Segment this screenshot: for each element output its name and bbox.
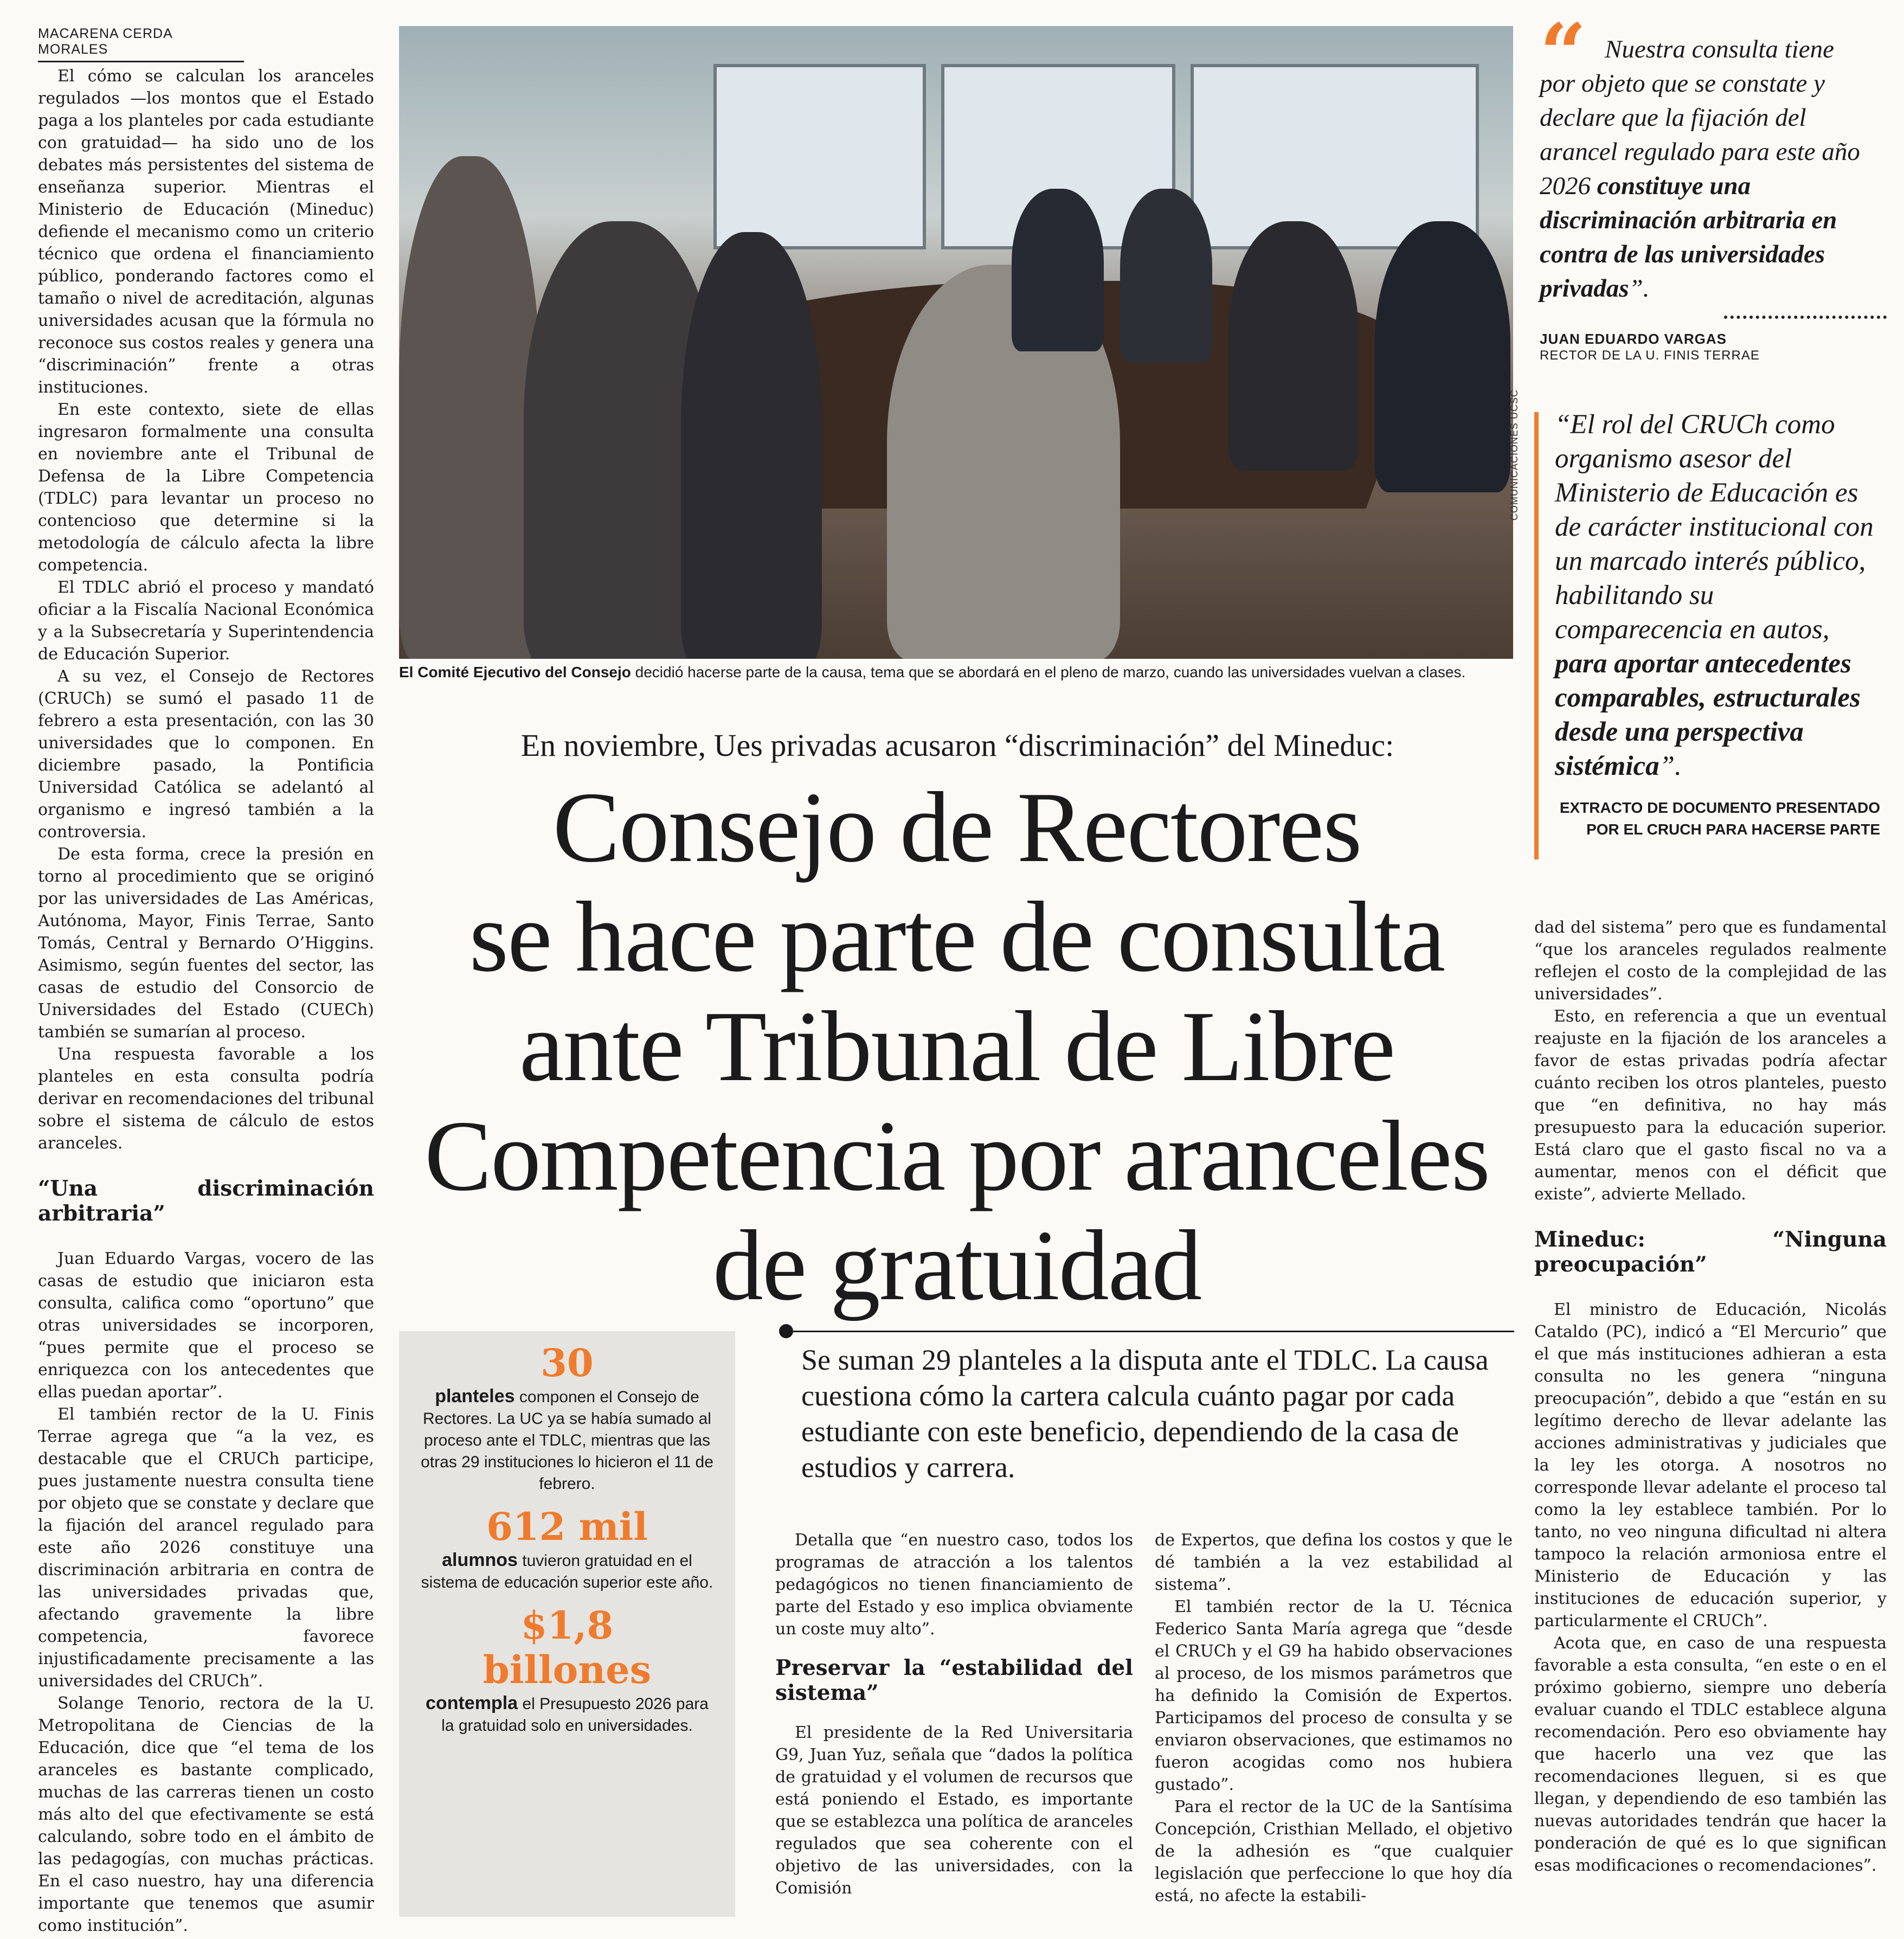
caption-bold: El Comité Ejecutivo del Consejo bbox=[399, 664, 631, 680]
stats-box bbox=[399, 1331, 735, 1917]
paragraph: dad del sistema” pero que es fundamental “que los aranceles regulados realmente reflejen el costo de la complejidad de las universidades”. bbox=[1534, 918, 1887, 1004]
stat-number: 612 mil bbox=[486, 1504, 648, 1549]
stat-number: $1,8 billones bbox=[483, 1603, 652, 1692]
stat-text bbox=[399, 1385, 735, 1495]
subhead: “Una discriminación arbitraria” bbox=[38, 1176, 374, 1226]
paragraph: De esta forma, crece la presión en torno al procedimiento que se originó por las universidades de Las Américas, Autónoma, Mayor, Finis Terrae, Santo Tomás, Central y Bernardo O’Higgins. Asimismo, según fuentes del sector, las casas de estudio del Consorcio de Universidades del Estado (CUECh) también se sumarían al proceso. bbox=[38, 845, 374, 1042]
paragraph: Acota que, en caso de una respuesta favorable a esta consulta, “en este o en el próximo gobierno, siempre uno debería evaluar cuando el TDLC establece alguna recomendación. Pero eso obviamente hay que hacerlo una vez que las recomendaciones lleguen, si es que llegan, y dependiendo de eso también las nuevas autoridades tendrán que hacer la ponderación de qué es lo que significan esas modificaciones o recomendaciones”. bbox=[1534, 1634, 1887, 1875]
headline-line: se hace parte de consulta bbox=[469, 881, 1445, 993]
paragraph: Una respuesta favorable a los planteles en esta consulta podría derivar en recomendaciones del tribunal sobre el sistema de cálculo de estos aranceles. bbox=[38, 1045, 374, 1153]
paragraph: El TDLC abrió el proceso y mandató oficiar a la Fiscalía Nacional Económica y a la Subsecretaría y Superintendencia de Educación Superior. bbox=[38, 578, 374, 664]
paragraph: En este contexto, siete de ellas ingresaron formalmente una consulta en noviembre ante el Tribunal de Defensa de la Libre Competencia (TDLC) para levantar un proceso no contencioso que determine si la metodología de cálculo afecta la libre competencia. bbox=[38, 400, 374, 575]
quote-author-role: RECTOR DE LA U. FINIS TERRAE bbox=[1540, 348, 1760, 363]
pull-quote bbox=[1540, 33, 1870, 306]
pull-quote-2 bbox=[1555, 408, 1880, 784]
quote-text: Nuestra consulta tiene por objeto que se constate y declare que la fijación del arancel regulado para este año 2026 bbox=[1540, 35, 1860, 200]
quote-mark-icon: “ bbox=[1540, 6, 1587, 101]
paragraph: Detalla que “en nuestro caso, todos los programas de atracción a los talentos pedagógicos no tienen financiamiento de parte del Estado y eso implica obviamente un coste muy alto”. bbox=[775, 1531, 1133, 1639]
quote-author: JUAN EDUARDO VARGAS bbox=[1540, 331, 1727, 347]
paragraph: El ministro de Educación, Nicolás Cataldo (PC), indicó a “El Mercurio” que el que más instituciones adhieran a esta consulta no les genera “ninguna preocupación”, debido a que “están en su legítimo derecho de llevar adelante las acciones administrativas y judiciales que la ley les otorga. A nosotros no corresponde llevar adelante el proceso tal como la ley establece también. Por lo tanto, no veo ninguna dificultad ni altera tampoco la relación armoniosa entre el Ministerio de Educación y las instituciones de educación superior, y particularmente el CRUCh”. bbox=[1534, 1300, 1887, 1630]
stat-text bbox=[399, 1692, 735, 1737]
quote-bold: para aportar antecedentes comparables, estructurales desde una perspectiva sistémica bbox=[1555, 649, 1861, 781]
quote-end: ”. bbox=[1629, 274, 1650, 303]
quote-source: EXTRACTO DE DOCUMENTO PRESENTADO POR EL CRUCH PARA HACERSE PARTE bbox=[1559, 799, 1880, 838]
left-column bbox=[38, 65, 374, 1937]
byline: MACARENA CERDA MORALES bbox=[38, 26, 244, 62]
paragraph: El también rector de la U. Finis Terrae agrega que “a la vez, es destacable que el CRUCh participe, pues justamente nuestra consulta tiene por objeto que se constate y declare que la fijación del arancel regulado para este año 2026 constituye una discriminación arbitraria en contra de las universidades privadas que, afectando gravemente la libre competencia, favorece injustificadamente precisamente a las universidades del CRUCh”. bbox=[38, 1405, 374, 1691]
stat-desc: tuvieron gratuidad en el sistema de educación superior este año. bbox=[421, 1552, 713, 1591]
stat-bold: planteles bbox=[435, 1386, 515, 1407]
paragraph: Solange Tenorio, rectora de la U. Metropolitana de Ciencias de la Educación, dice que “el tema de los aranceles es bastante complicado, muchas de las carreras tienen un costo más alto del que efectivamente se está calculando, sobre todo en el ámbito de las pedagogías, con muchas prácticas. En el caso nuestro, hay una diferencia importante que tenemos que asumir como institución”. bbox=[38, 1694, 374, 1935]
quote-end: ”. bbox=[1659, 751, 1682, 781]
dotted-rule bbox=[1724, 316, 1887, 319]
deck-rule bbox=[793, 1331, 1514, 1332]
photo-credit: COMUNICACIONES UCSC bbox=[1509, 389, 1520, 521]
headline-line: de gratuidad bbox=[712, 1210, 1201, 1321]
meeting-photo bbox=[399, 26, 1513, 659]
paragraph: El presidente de la Red Universitaria G9, Juan Yuz, señala que “dados la política de gratuidad y el volumen de recursos que está poniendo el Estado, es importante que se establezca una política de aranceles regulados que sea coherente con el objetivo de las universidades, con la Comisión bbox=[775, 1723, 1133, 1898]
kicker: En noviembre, Ues privadas acusaron “discriminación” del Mineduc: bbox=[520, 728, 1394, 763]
paragraph: Para el rector de la UC de la Santísima Concepción, Cristhian Mellado, el objetivo de la adhesión es “que cualquier legislación que perfeccione lo que hoy día está, no afecte la estabili- bbox=[1155, 1797, 1513, 1905]
quote-bar bbox=[1534, 412, 1539, 859]
stat-number: 30 bbox=[541, 1340, 594, 1385]
quote-bold: constituye una discriminación arbitraria en contra de las universidades privadas bbox=[1540, 172, 1837, 303]
deck: Se suman 29 planteles a la disputa ante el TDLC. La causa cuestiona cómo la cartera calcula cuánto pagar por cada estudiante con este beneficio, dependiendo de la casa de estudios y carrera. bbox=[801, 1344, 1489, 1484]
subhead: Mineduc: “Ninguna preocupación” bbox=[1534, 1227, 1887, 1277]
headline-line: Competencia por aranceles bbox=[424, 1100, 1490, 1212]
caption-text: decidió hacerse parte de la causa, tema que se abordará en el pleno de marzo, cuando las universidades vuelvan a clases. bbox=[631, 664, 1466, 680]
stat-bold: contempla bbox=[426, 1693, 518, 1713]
paragraph: El también rector de la U. Técnica Federico Santa María agrega que “desde el CRUCh y el G9 ha habido observaciones al proceso, de los mismos parámetros que ha definido la Comisión de Expertos. Participamos del proceso de consulta y se enviaron observaciones, que estimamos no fueron acogidas como nos hubiera gustado”. bbox=[1155, 1597, 1513, 1794]
subhead: Preservar la “estabilidad del sistema” bbox=[775, 1655, 1133, 1705]
stat-bold: alumnos bbox=[442, 1550, 518, 1570]
paragraph: Esto, en referencia a que un eventual reajuste en la fijación de los aranceles a favor de estas privadas podría afectar cuánto reciben los otros planteles, puesto que “en definitiva, no hay más presupuesto para la educación superior. Está claro que el gasto fiscal no va a aumentar, menos con el déficit que existe”, advierte Mellado. bbox=[1534, 1007, 1887, 1204]
right-column bbox=[1534, 916, 1887, 1877]
headline-line: ante Tribunal de Libre bbox=[519, 991, 1395, 1102]
middle-column-1 bbox=[775, 1529, 1133, 1899]
deck-bullet bbox=[779, 1324, 793, 1338]
stat-desc: el Presupuesto 2026 para la gratuidad solo en universidades. bbox=[441, 1695, 709, 1735]
quote-text: “El rol del CRUCh como organismo asesor del Ministerio de Educación es de carácter institucional con un marcado interés público, habilitando su comparecencia en autos, bbox=[1555, 409, 1874, 645]
stat-text bbox=[399, 1549, 735, 1594]
photo-caption bbox=[399, 663, 1516, 682]
paragraph: A su vez, el Consejo de Rectores (CRUCh) se sumó el pasado 11 de febrero a esta presentación, con las 30 universidades que lo componen. En diciembre pasado, la Pontificia Universidad Católica se adelantó al organismo e ingresó también a la controversia. bbox=[38, 667, 374, 842]
paragraph: Juan Eduardo Vargas, vocero de las casas de estudio que iniciaron esta consulta, califica como “oportuno” que otras universidades se incorporen, “pues permite que el proceso se enriquezca con los antecedentes que ellas puedan aportar”. bbox=[38, 1249, 374, 1402]
paragraph: El cómo se calculan los aranceles regulados —los montos que el Estado paga a los planteles por cada estudiante con gratuidad— ha sido uno de los debates más persistentes del sistema de enseñanza superior. Mientras el Ministerio de Educación (Mineduc) defiende el mecanismo como un criterio técnico que ordena el financiamiento público, ponderando factores como el tamaño o nivel de acreditación, algunas universidades acusan que la fórmula no reconoce sus costos reales y genera una “discriminación” frente a otras instituciones. bbox=[38, 67, 374, 397]
headline-line: Consejo de Rectores bbox=[552, 772, 1361, 883]
headline bbox=[379, 773, 1534, 1320]
paragraph: de Expertos, que defina los costos y que le dé también a la vez estabilidad al sistema”. bbox=[1155, 1531, 1513, 1594]
stat-desc: componen el Consejo de Rectores. La UC ya se había sumado al proceso ante el TDLC, mientras que las otras 29 instituciones lo hicieron el 11 de febrero. bbox=[421, 1388, 713, 1493]
middle-column-2 bbox=[1155, 1529, 1513, 1907]
